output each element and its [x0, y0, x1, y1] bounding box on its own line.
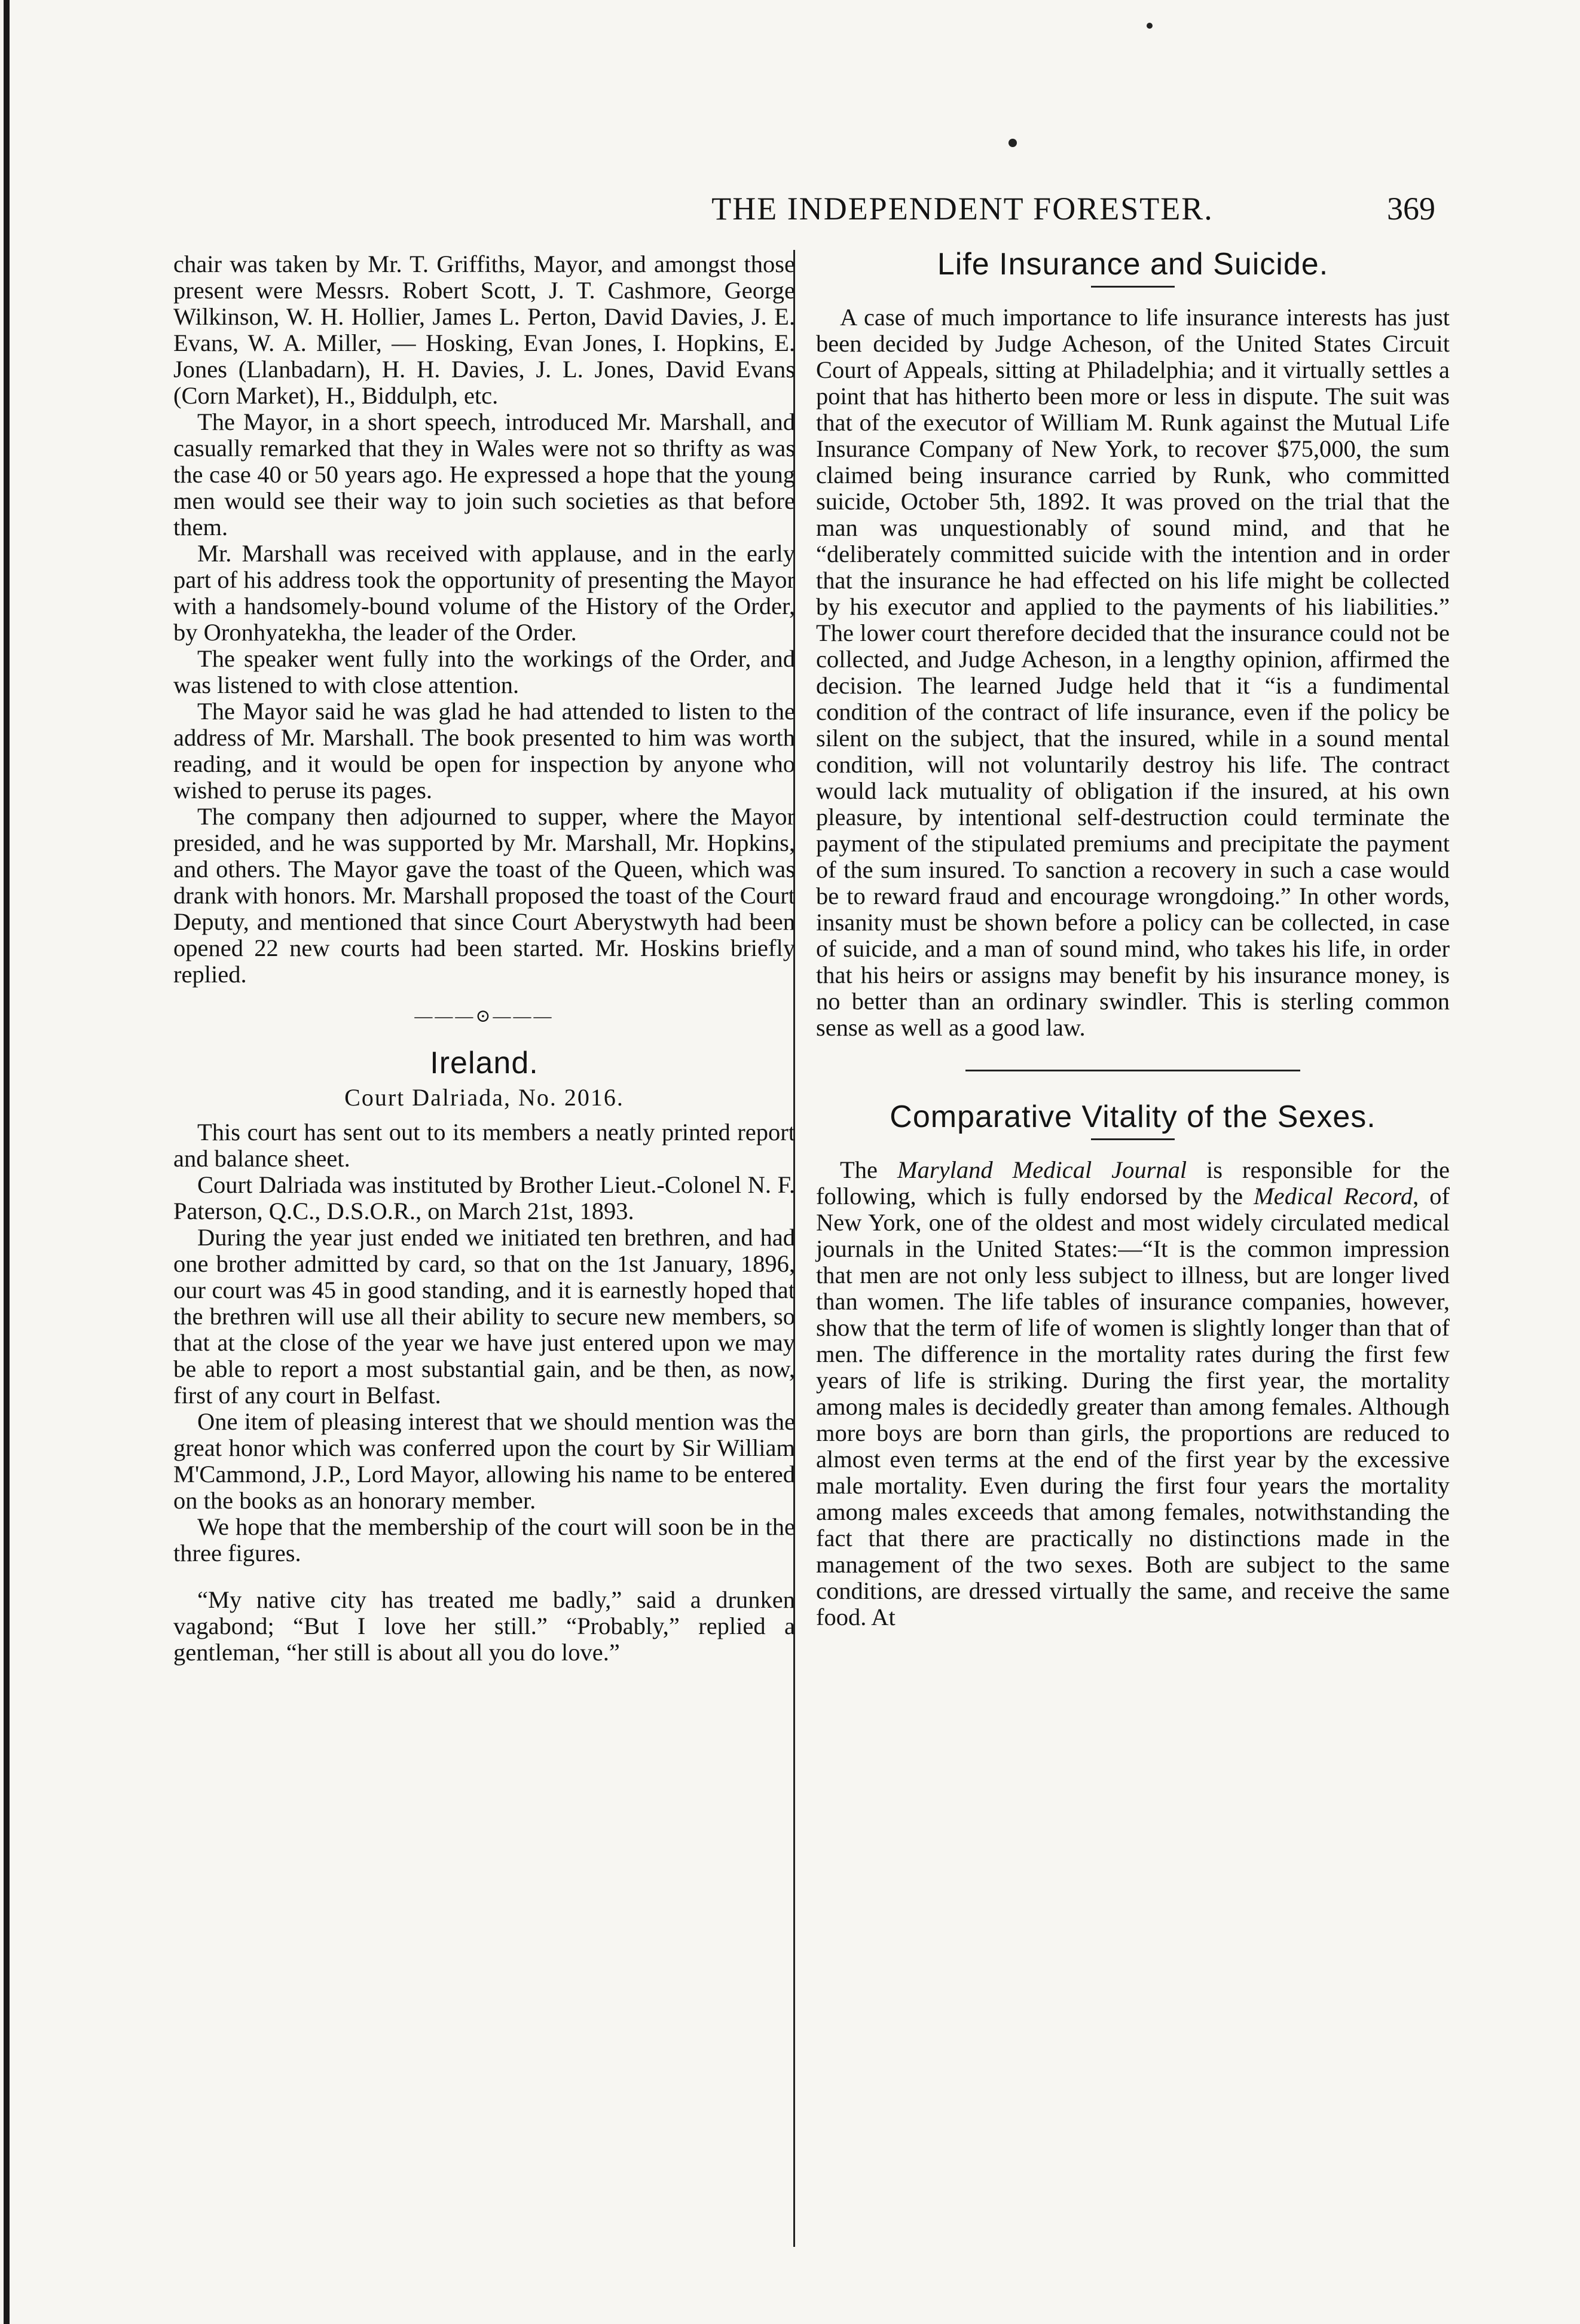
left-column [173, 251, 795, 1666]
title-rule [1091, 286, 1175, 288]
binding-edge [4, 0, 10, 2324]
paragraph: This court has sent out to its members a neatly printed report and balance sheet. [173, 1119, 795, 1172]
paragraph: The speaker went fully into the workings of the Order, and was listened to with close attention. [173, 645, 795, 698]
section-divider [965, 1070, 1300, 1071]
paragraph: We hope that the membership of the court will soon be in the three figures. [173, 1513, 795, 1566]
paragraph: The Mayor, in a short speech, introduced Mr. Marshall, and casually remarked that they in Wales were not so thrifty as was the case 40 or 50 years ago. He expressed a hope that the young men would see their way to join such societies as that before them. [173, 408, 795, 540]
ink-speck [1008, 139, 1017, 147]
paragraph: Court Dalriada was instituted by Brother Lieut.-Colonel N. F. Paterson, Q.C., D.S.O.R., on March 21st, 1893. [173, 1171, 795, 1224]
ink-speck [1147, 23, 1153, 29]
paragraph: The company then adjourned to supper, where the Mayor presided, and he was supported by Mr. Marshall, Mr. Hopkins, and others. The Mayor gave the toast of the Queen, which was drank with honors. Mr. Marshall proposed the toast of the Court Deputy, and mentioned that since Court Aberystwyth had been opened 22 new courts had been started. Mr. Hoskins briefly replied. [173, 803, 795, 988]
paragraph: One item of pleasing interest that we should mention was the great honor which was conferred upon the court by Sir William M'Cammond, J.P., Lord Mayor, allowing his name to be entered on the books as an honorary member. [173, 1408, 795, 1514]
paragraph: Mr. Marshall was received with applause, and in the early part of his address took the opportunity of presenting the Mayor with a handsomely-bound volume of the History of the Order, by Oronhyatekha, the leader of the Order. [173, 540, 795, 646]
journal-name: Maryland Medical Journal [897, 1156, 1187, 1183]
section-title-ireland: Ireland. [430, 1046, 539, 1080]
page-number: 369 [1387, 191, 1435, 227]
paragraph: During the year just ended we initiated ten brethren, and had one brother admitted by card, so that on the 1st January, 1896, our court was 45 in good standing, and it is earnestly hoped that the brethren will use all their ability to secure new members, so that at the close of the year we have just entered upon we may be able to report a most substantial gain, and be then, as now, first of any court in Belfast. [173, 1224, 795, 1409]
section-title-vitality: Comparative Vitality of the Sexes. [890, 1100, 1376, 1134]
anecdote: “My native city has treated me badly,” said a drunken vagabond; “But I love her still.” “Probably,” replied a gentleman, “her still is about all you do love.” [173, 1586, 795, 1666]
running-header: THE INDEPENDENT FORESTER. [711, 191, 1214, 227]
paragraph: A case of much importance to life insurance interests has just been decided by Judge Acheson, of the United States Circuit Court of Appeals, sitting at Philadelphia; and it virtually settles a point that has hitherto been more or less in dispute. The suit was that of the executor of William M. Runk against the Mutual Life Insurance Company of New York, to recover $75,000, the sum claimed being insurance carried by Runk, who committed suicide, October 5th, 1892. It was proved on the trial that the man was unquestionably of sound mind, and that he “deliberately committed suicide with the intention and in order that the insurance he had effected on his life might be collected by his executor and applied to the payments of his liabilities.” The lower court therefore decided that the insurance could not be collected, and Judge Acheson, in a lengthy opinion, affirmed the decision. The learned Judge held that it “is a fundimental condition of the contract of life insurance, even if the policy be silent on the subject, that the insured, while in a sound mental condition, will not voluntarily destroy his life. The contract would lack mutuality of obligation if the insured, at his own pleasure, by intentional self-destruction could terminate the payment of the stipulated premiums and precipitate the payment of the sum insured. To sanction a recovery in such a case would be to reward fraud and encourage wrongdoing.” In other words, insanity must be shown before a policy can be collected, in case of suicide, and a man of sound mind, who takes his life, in order that his heirs or assigns may benefit by his insurance money, is no better than an ordinary swindler. This is sterling common sense as well as a good law. [816, 304, 1450, 1041]
paragraph: The Mayor said he was glad he had attended to listen to the address of Mr. Marshall. The book presented to him was worth reading, and it would be open for inspection by anyone who wished to peruse its pages. [173, 698, 795, 804]
paragraph: chair was taken by Mr. T. Griffiths, Mayor, and amongst those present were Messrs. Robert Scott, J. T. Cashmore, George Wilkinson, W. H. Hollier, James L. Perton, David Davies, J. E. Evans, W. A. Miller, — Hosking, Evan Jones, I. Hopkins, E. Jones (Llanbadarn), H. H. Davies, J. L. Jones, David Evans (Corn Market), H., Biddulph, etc. [173, 251, 795, 409]
section-subtitle: Court Dalriada, No. 2016. [344, 1084, 624, 1111]
text-run: The [840, 1156, 897, 1183]
title-rule [1091, 1138, 1175, 1140]
text-run: is responsible for the following, which is fully endorsed by the [816, 1156, 1450, 1210]
paragraph [816, 1157, 1450, 1630]
section-title-life-insurance: Life Insurance and Suicide. [937, 247, 1329, 282]
journal-name: Medical Record [1254, 1183, 1413, 1210]
text-run: , of New York, one of the oldest and most widely circulated medical journals in the United States:—“It is the common impression that men are not only less subject to illness, but are longer lived than women. The life tables of insurance companies, however, show that the term of life of women is slightly longer than that of men. The difference in the mortality rates during the first few years of life is striking. During the first year, the mortality among males is decidedly greater than among females. Although more boys are born than girls, the proportions are reduced to almost even terms at the end of the first year by the excessive male mortality. Even during the first four years the mortality among males exceeds that among females, notwithstanding the fact that there are practically no distinctions made in the management of the two sexes. Both are subject to the same conditions, are dressed virtually the same, and receive the same food. At [816, 1183, 1450, 1630]
section-ornament: ———⊙——— [414, 1006, 554, 1026]
right-column [816, 247, 1450, 1630]
